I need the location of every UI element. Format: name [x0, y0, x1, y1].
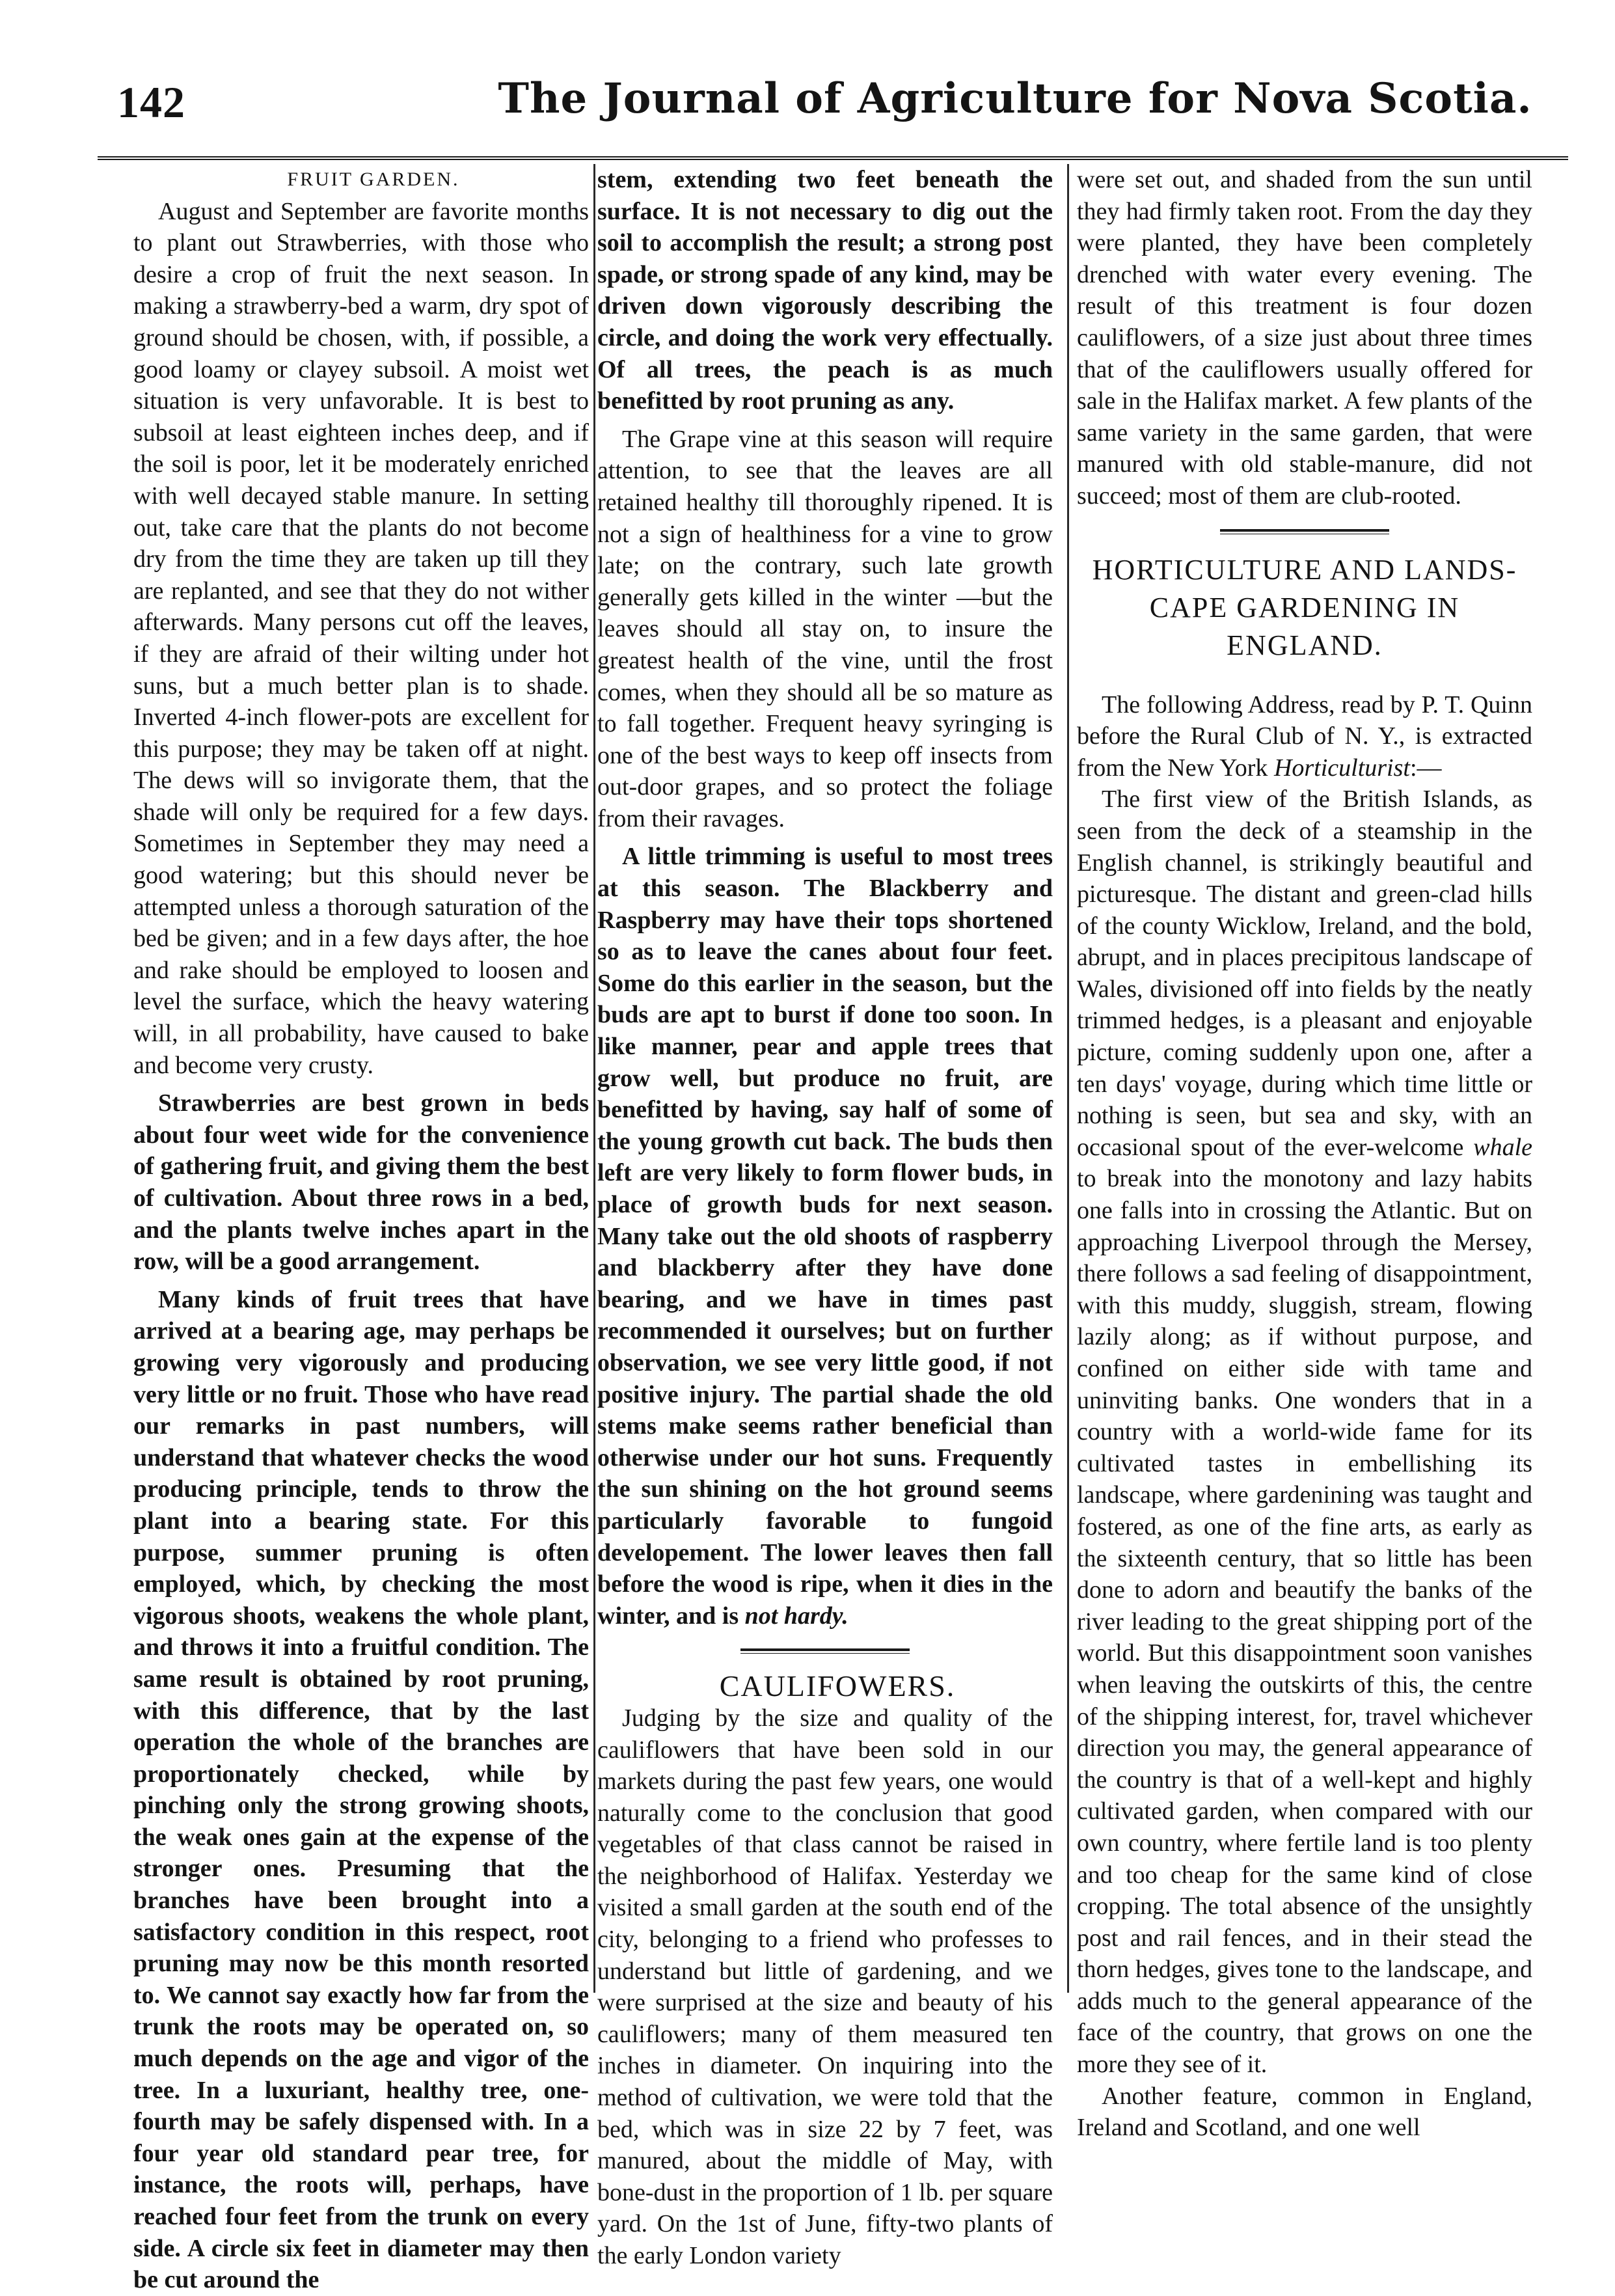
horticulture-p1-end: to break into the monotony and lazy habits one falls into in crossing the Atlantic. But on approaching Liverpool through the Mersey, there follows a sad feeling of disappointment, with this muddy, sluggish, stream, flowing lazily along; as if without purpose, and confined on either side with tame and uninviting banks. One wonders that in a country with a world-wide fame for its cultivated tastes in embellishing its landscape, where gardenining was taught and fostered, as one of the fine arts, as early as the sixteenth century, that so little has been done to adorn and beautify the banks of the river leading to the great shipping port of the world. But this disappointment soon vanishes when leaving the outskirts of this, the centre of the shipping interest, for, travel whichever direction you may, the general appearance of the country is that of a well-kept and highly cultivated garden, when compared with our own country, where fertile land is too plenty and too cheap for the same kind of close cropping. The total absence of the unsightly post and rail fences, and in their stead the thorn hedges, gives tone to the landscape, and adds much to the general appearance of the face of the country, that grows on one the more they see of it. — [1077, 1165, 1532, 2079]
fruit-garden-grape-paragraph: The Grape vine at this season will require attention, to see that the leaves are all retained healthy till thoroughly ripened. It is not a sign of healthiness for a vine to grow late; on the contrary, such late growth generally gets killed in the winter —but the leaves should all stay on, to insure the greatest health of the vine, until the frost comes, when they should all be so mature as to fall together. Frequent heavy syringing is one of the best ways to keep off insects from out-door grapes, and so protect the foliage from their ravages. — [597, 425, 1053, 832]
horticulture-heading — [1077, 551, 1532, 664]
section-divider — [740, 1648, 910, 1654]
horticulture-intro — [1077, 689, 1532, 784]
intro-text: The following Address, read by P. T. Quinn before the Rural Club of N. Y., is extracted from the New York — [1077, 690, 1532, 782]
fruit-garden-heading: FRUIT GARDEN. — [287, 169, 460, 190]
column-2 — [597, 164, 1053, 2269]
fruit-garden-paragraph-2: Strawberries are best grown in beds about four weet wide for the convenience of gathering fruit, and giving them the best of cultivation. About three rows in a bed, and the plants twelve inches apart in the row, will be a good arrangement. — [133, 1089, 589, 1276]
fruit-garden-paragraph-3-continued: stem, extending two feet beneath the surface. It is not necessary to dig out the soil to accomplish the result; a strong post spade, or strong spade of any kind, may be driven down vigorously describing the circle, and doing the work very effectually. Of all trees, the peach is as much benefitted by root pruning as any. — [597, 166, 1053, 415]
trimming-italic: not hardy. — [744, 1602, 848, 1630]
cauliflowers-paragraph-1-continued: were set out, and shaded from the sun until they had firmly taken root. From the day they were planted, they have been completely drenched with water every evening. The result of this treatment is four dozen cauliflowers, of a size just about three times that of the cauliflowers usually offered for sale in the Halifax market. A few plants of the same variety in the same garden, that were manured with old stable-manure, did not succeed; most of them are club-rooted. — [1077, 166, 1532, 510]
intro-end: :— — [1409, 754, 1442, 782]
column-rule-1 — [593, 164, 595, 1993]
journal-title: The Journal of Agriculture for Nova Scotia. — [498, 74, 1532, 123]
horticulture-heading-line-3: ENGLAND. — [1227, 629, 1383, 661]
horticulture-p1-italic: whale — [1473, 1133, 1532, 1161]
trimming-text: A little trimming is useful to most trees at this season. The Blackberry and Raspberry may have their tops shortened so as to leave the canes about four feet. Some do this earlier in the season, but the buds are apt to burst if done too soon. In like manner, pear and apple trees that grow well, but produce no fruit, are benefitted by having, say half of some of the young growth cut back. The buds then left are very likely to form flower buds, in place of growth buds for next season. Many take out the old shoots of raspberry and blackberry after they have done bearing, and we have in times past recommended it ourselves; but on further observation, we see very little good, if not positive injury. The partial shade the old stems make seems rather beneficial than otherwise under our hot suns. Frequently the sun shining on the hot ground seems particularly favorable to fungoid developement. The lower leaves then fall before the wood is ripe, when it dies in the winter, and is — [597, 843, 1053, 1630]
fruit-garden-paragraph-3: Many kinds of fruit trees that have arrived at a bearing age, may perhaps be growing very vigorously and producing very little or no fruit. Those who have read our remarks in past numbers, will understand that whatever checks the wood producing principle, tends to throw the plant into a bearing state. For this purpose, summer pruning is often employed, which, by checking the most vigorous shoots, weakens the whole plant, and throws it into a fruitful condition. The same result is obtained by root pruning, with this difference, that by the last operation the whole of the branches are proportionately checked, while by pinching only the strong growing shoots, the weak ones gain at the expense of the stronger ones. Presuming that the branches have been brought into a satisfactory condition in this respect, root pruning may now be this month resorted to. We cannot say exactly how far from the trunk the roots may be operated on, so much depends on the age and vigor of the tree. In a luxuriant, healthy tree, one-fourth may be safely dispensed with. In a four year old standard pear tree, for instance, the roots will, perhaps, have reached four feet from the trunk on every side. A circle six feet in diameter may then be cut around the — [133, 1285, 589, 2294]
horticulture-paragraph-1 — [1077, 784, 1532, 2080]
fruit-garden-paragraph-1: August and September are favorite months to plant out Strawberries, with those who desire a crop of fruit the next season. In making a strawberry-bed a warm, dry spot of ground should be chosen, with, if possible, a good loamy or clayey subsoil. A moist wet situation is very unfavorable. It is best to subsoil at least eighteen inches deep, and if the soil is poor, let it be moderately enriched with well decayed stable manure. In setting out, take care that the plants do not become dry from the time they are taken up till they are replanted, and see that they do not wither afterwards. Many persons cut off the leaves, if they are afraid of their wilting under hot suns, but a much better plan is to shade. Inverted 4-inch flower-pots are excellent for this purpose; they may be taken off at night. The dews will so invigorate them, that the shade will only be required for a few days. Sometimes in September they may need a good watering; but this should never be attempted unless a thorough saturation of the bed be given; and in a few days after, the hoe and rake should be employed to loosen and level the surface, which the heavy watering will, in all probability, have caused to bake and become very crusty. — [133, 197, 589, 1079]
fruit-garden-trimming-paragraph — [597, 841, 1053, 1632]
horticulture-paragraph-2: Another feature, common in England, Ireland and Scotland, and one well — [1077, 2082, 1532, 2142]
column-3 — [1077, 164, 1532, 2142]
column-rule-2 — [1067, 164, 1069, 1993]
section-divider-2 — [1220, 529, 1389, 534]
cauliflowers-heading: CAULIFOWERS. — [719, 1669, 956, 1703]
cauliflowers-paragraph-1: Judging by the size and quality of the cauliflowers that have been sold in our markets during the past few years, one would naturally come to the conclusion that good vegetables of that class cannot be raised in the neighborhood of Halifax. Yesterday we visited a small garden at the south end of the city, belonging to a friend who professes to understand but little of gardening, and we were surprised at the size and beauty of his cauliflowers; many of them measured ten inches in diameter. On inquiring into the method of cultivation, we were told that the bed, which was in size 22 by 7 feet, was manured, about the middle of May, with bone-dust in the proportion of 1 lb. per square yard. On the 1st of June, fifty-two plants of the early London variety — [597, 1704, 1053, 2269]
page-header — [98, 65, 1568, 160]
column-1 — [133, 164, 589, 2294]
page-number: 142 — [117, 77, 185, 127]
horticulture-heading-line-2: CAPE GARDENING IN — [1149, 591, 1460, 623]
intro-italic: Horticulturist — [1273, 754, 1410, 782]
horticulture-heading-line-1: HORTICULTURE AND LANDS- — [1092, 553, 1517, 586]
horticulture-p1-text: The first view of the British Islands, as seen from the deck of a steamship in the English channel, is strikingly beautiful and picturesque. The distant and green-clad hills of the county Wicklow, Ireland, and the bold, abrupt, and in places precipitous landscape of Wales, divisioned off into fields by the neatly trimmed hedges, is a pleasant and enjoyable picture, coming suddenly upon one, after a ten days' voyage, during which time little or nothing is seen, but sea and sky, with an occasional spout of the ever-welcome — [1077, 786, 1532, 1161]
